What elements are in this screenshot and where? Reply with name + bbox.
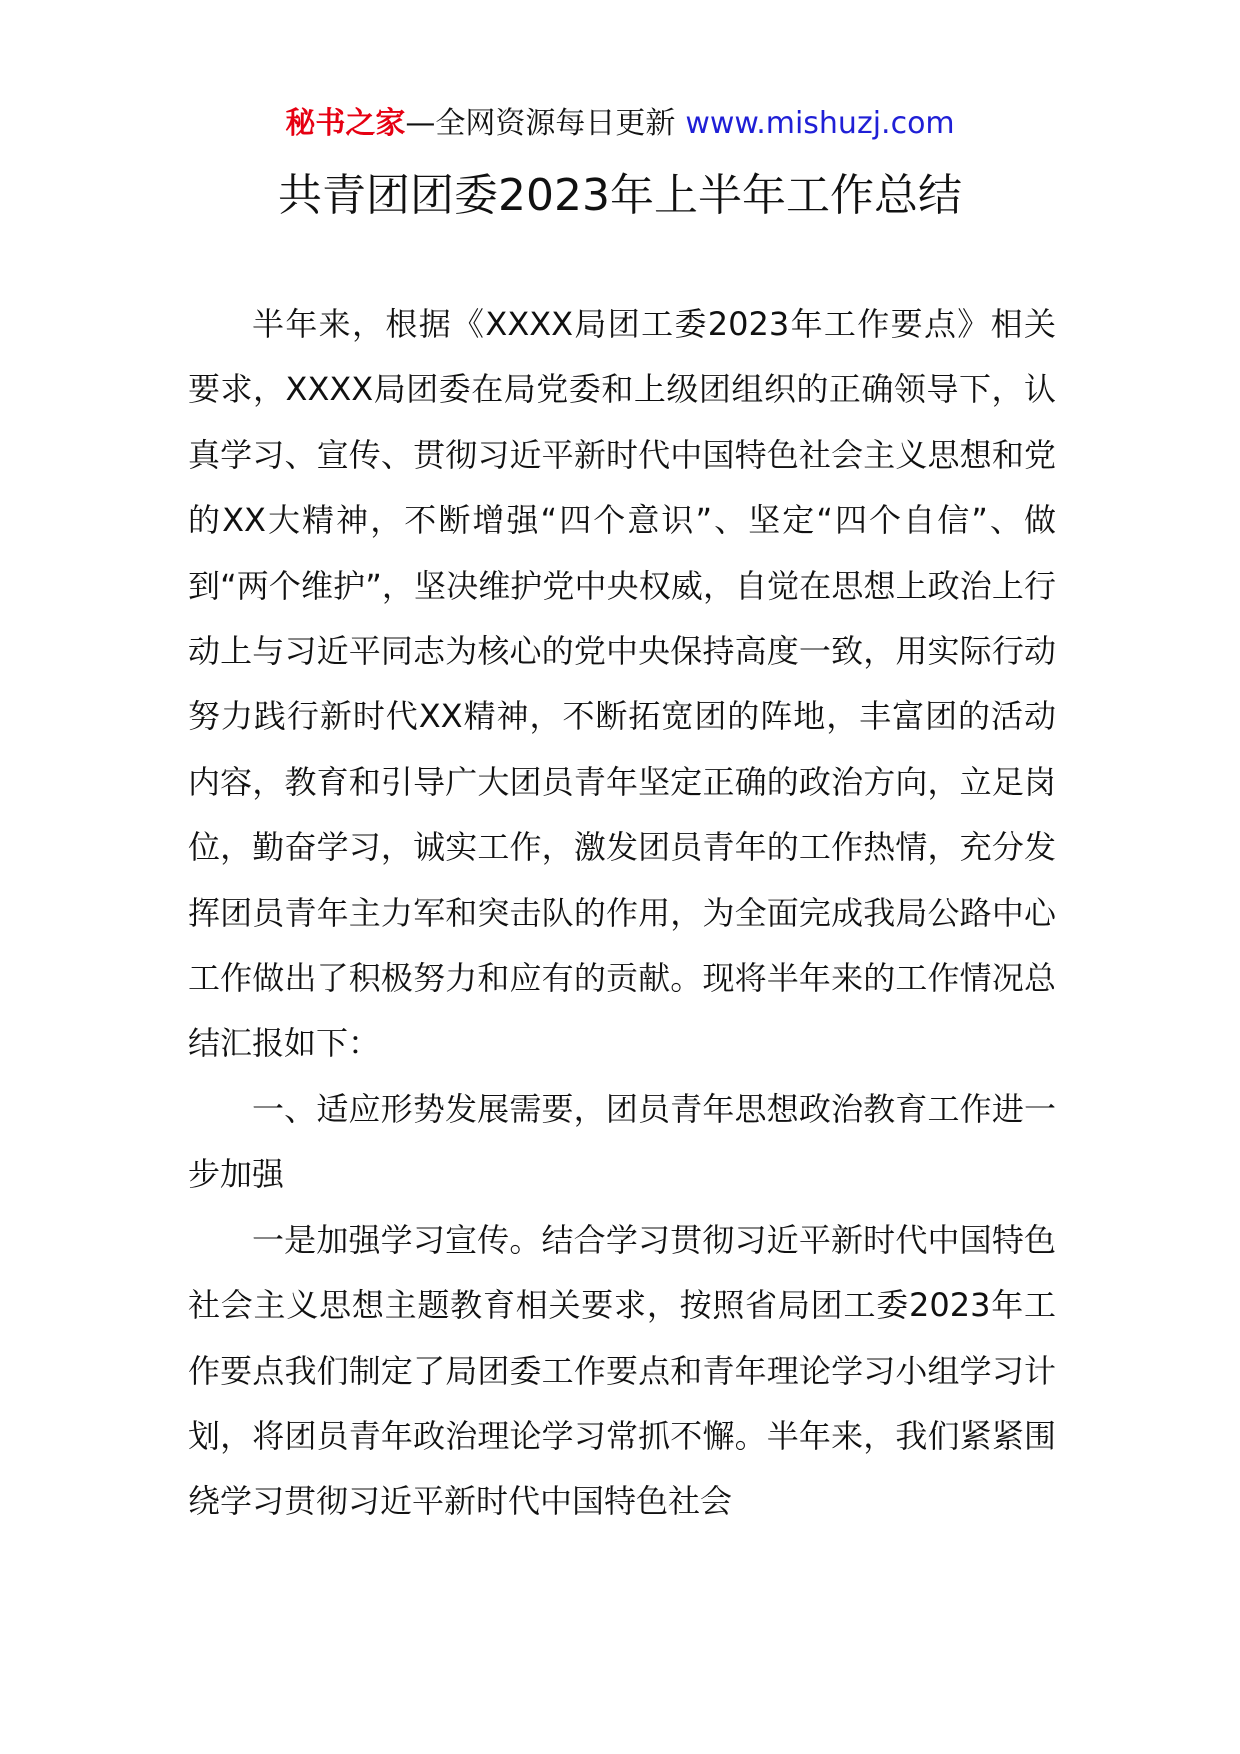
header-banner [0,102,1240,146]
website-link[interactable]: www.mishuzj.com [685,106,955,141]
section-heading: 一、适应形势发展需要，团员青年思想政治教育工作进一步加强 [188,1089,1056,1194]
document-body [188,292,1056,1535]
body-paragraph: 一是加强学习宣传。结合学习贯彻习近平新时代中国特色社会主义思想主题教育相关要求，按照省局团工委2023年工作要点我们制定了局团委工作要点和青年理论学习小组学习计划，将团员青年政治理论学习常抓不懈。半年来，我们紧紧围绕学习贯彻习近平新时代中国特色社会 [188,1220,1056,1521]
document-title: 共青团团委2023年上半年工作总结 [278,170,962,221]
brand-name: 秘书之家 [285,106,406,141]
intro-paragraph: 半年来，根据《XXXX局团工委2023年工作要点》相关要求，XXXX局团委在局党委和上级团组织的正确领导下，认真学习、宣传、贯彻习近平新时代中国特色社会主义思想和党的XX大精神，不断增强“四个意识”、坚定“四个自信”、做到“两个维护”，坚决维护党中央权威，自觉在思想上政治上行动上与习近平同志为核心的党中央保持高度一致，用实际行动努力践行新时代XX精神，不断拓宽团的阵地，丰富团的活动内容，教育和引导广大团员青年坚定正确的政治方向，立足岗位，勤奋学习，诚实工作，激发团员青年的工作热情，充分发挥团员青年主力军和突击队的作用，为全面完成我局公路中心工作做出了积极努力和应有的贡献。现将半年来的工作情况总结汇报如下： [188,305,1056,1063]
header-slogan: —全网资源每日更新 [405,106,676,141]
